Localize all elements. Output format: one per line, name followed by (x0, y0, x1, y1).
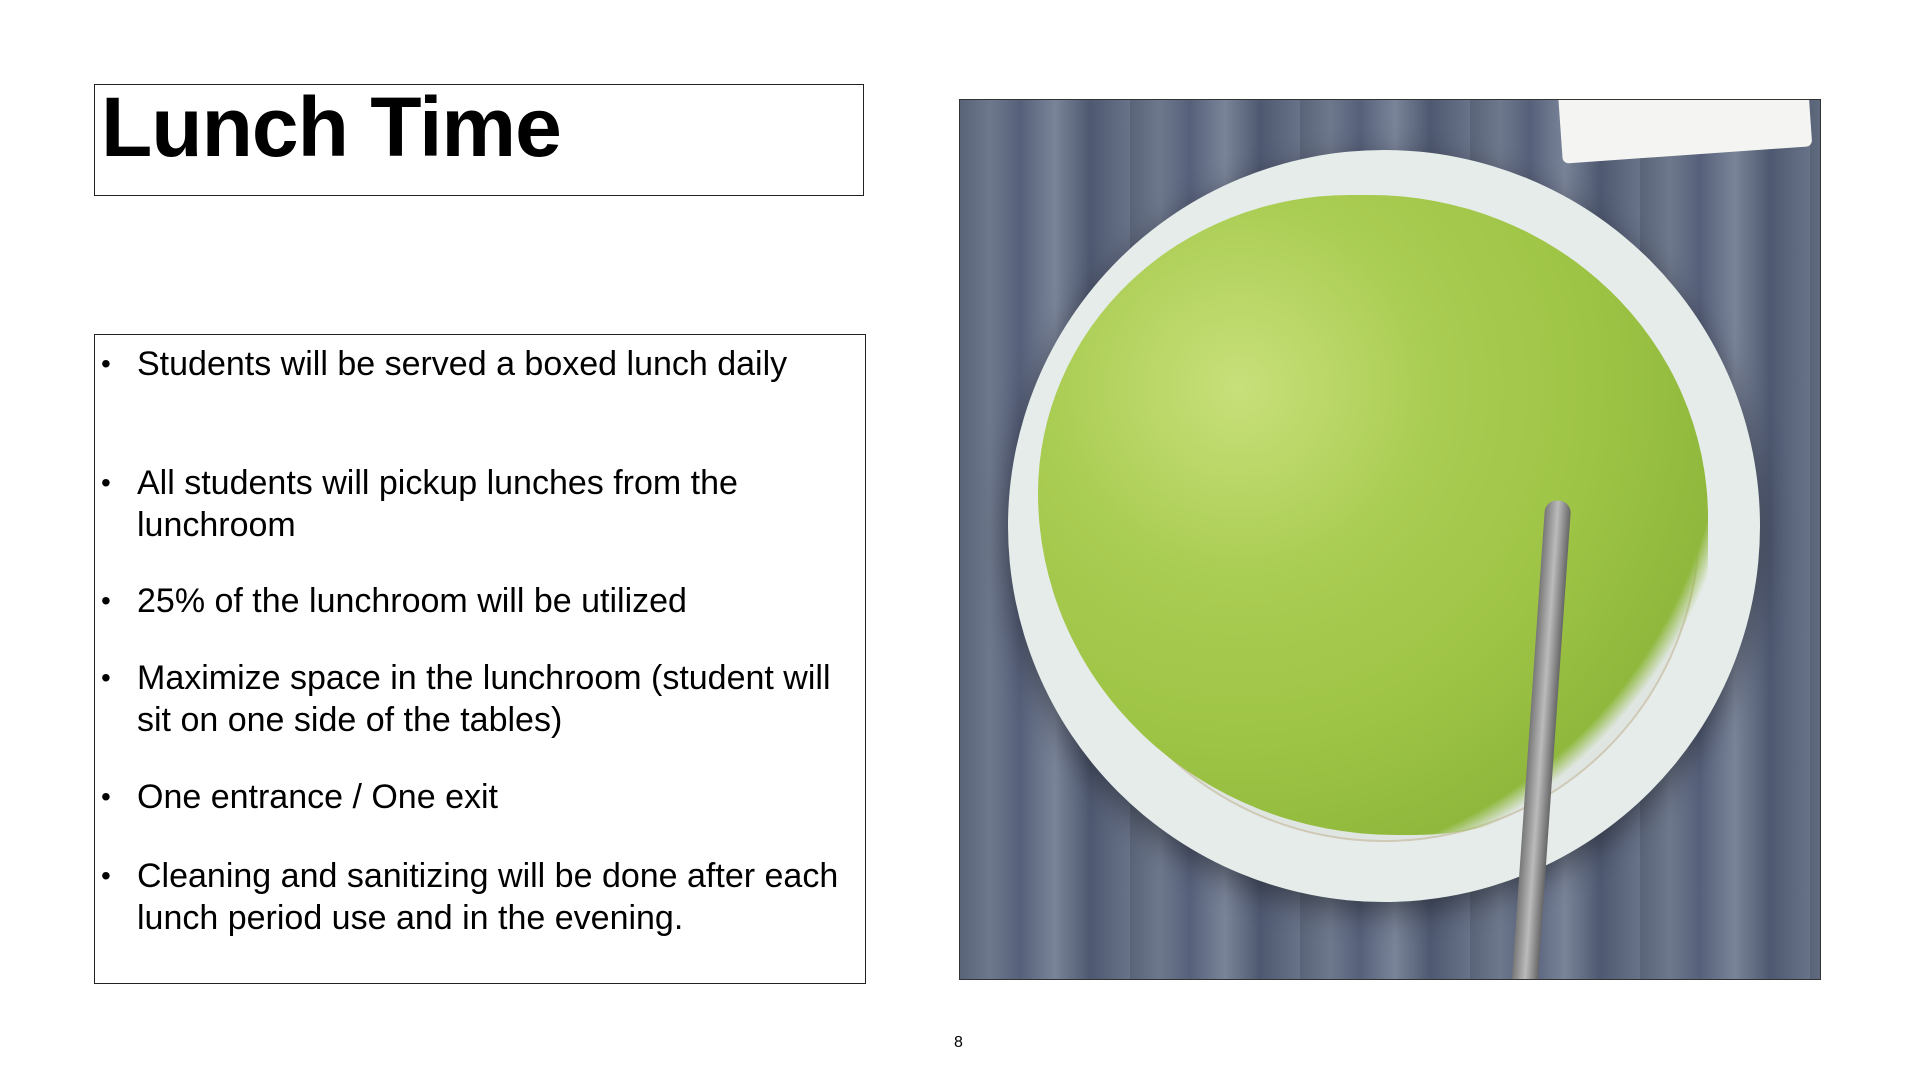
page-number: 8 (954, 1034, 963, 1051)
slide-title: Lunch Time (101, 80, 561, 174)
title-box (94, 80, 864, 196)
napkin-shape (1558, 99, 1813, 164)
bullet-text: 25% of the lunchroom will be utilized (137, 582, 687, 620)
bullet-icon: • (101, 662, 111, 693)
bullet-icon: • (101, 860, 111, 891)
bullet-text: Maximize space in the lunchroom (student will sit on one side of the tables) (137, 659, 831, 739)
bullet-icon: • (101, 585, 111, 616)
bullet-icon: • (101, 348, 111, 379)
plate-shape (1008, 150, 1760, 902)
bullet-text: One entrance / One exit (137, 778, 498, 816)
bullet-icon: • (101, 467, 111, 498)
pasta-shape (1038, 195, 1708, 835)
bullet-text: Cleaning and sanitizing will be done after each lunch period use and in the evening. (137, 857, 839, 937)
bullet-list (94, 334, 866, 984)
bullet-icon: • (101, 781, 111, 812)
bullet-text: Students will be served a boxed lunch daily (137, 345, 788, 383)
bullet-text: All students will pickup lunches from the lunchroom (137, 464, 738, 544)
pasta-photo (959, 99, 1821, 980)
